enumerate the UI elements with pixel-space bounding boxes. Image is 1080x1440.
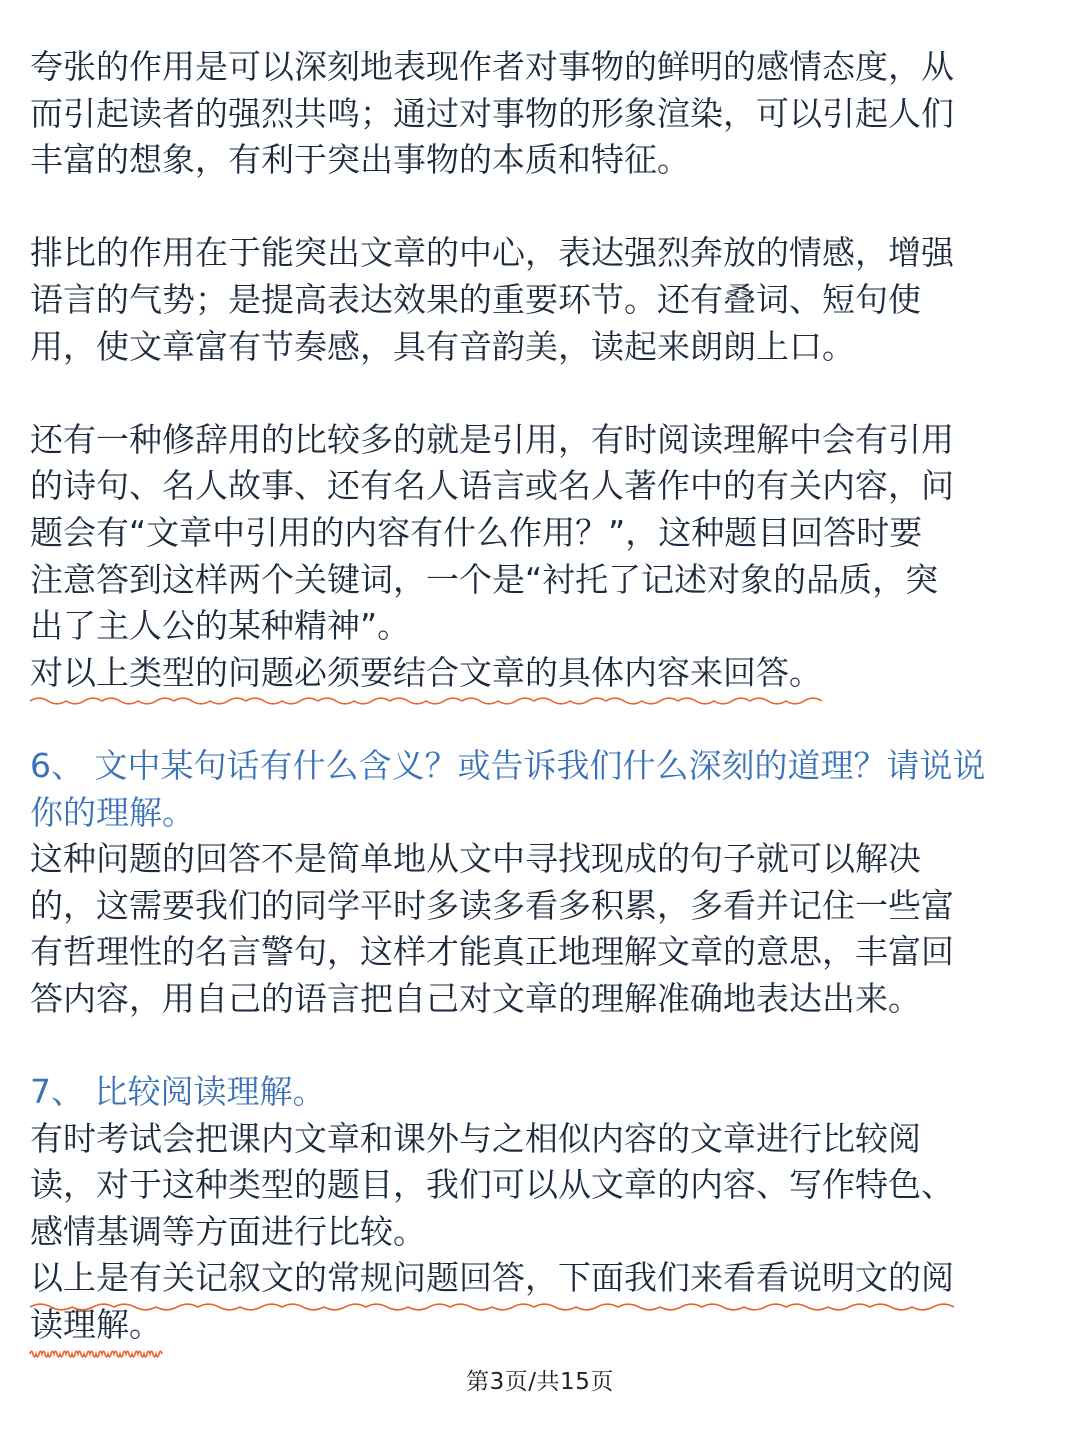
section-6 — [30, 743, 1060, 1023]
text-line: 用，使文章富有节奏感，具有音韵美，读起来朗朗上口。 — [30, 326, 855, 366]
paragraph-quotation — [30, 417, 1060, 697]
text-line: 而引起读者的强烈共鸣；通过对事物的形象渲染，可以引起人们 — [30, 93, 954, 133]
text-line: 的，这需要我们的同学平时多读多看多积累，多看并记住一些富 — [30, 885, 954, 925]
text-line: 对以上类型的问题必须要结合文章的具体内容来回答。 — [30, 652, 822, 692]
text-line: 丰富的想象，有利于突出事物的本质和特征。 — [30, 140, 690, 180]
paragraph-hyperbole — [30, 44, 1060, 184]
section-heading: 6、 文中某句话有什么含义？或告诉我们什么深刻的道理？请说说 — [30, 745, 986, 785]
text-line: 这种问题的回答不是简单地从文中寻找现成的句子就可以解决 — [30, 839, 921, 879]
wavy-underline-text — [30, 650, 822, 697]
text-line: 排比的作用在于能突出文章的中心，表达强烈奔放的情感，增强 — [30, 233, 954, 273]
text-line: 注意答到这样两个关键词，一个是“衬托了记述对象的品质，突 — [30, 559, 939, 599]
text-line: 感情基调等方面进行比较。 — [30, 1211, 426, 1251]
text-line: 读，对于这种类型的题目，我们可以从文章的内容、写作特色、 — [30, 1165, 954, 1205]
document-body — [30, 44, 1060, 1395]
text-line: 以上是有关记叙文的常规问题回答，下面我们来看看说明文的阅 — [30, 1258, 954, 1298]
wavy-underline-text — [30, 1255, 954, 1302]
paragraph-parallelism — [30, 230, 1060, 370]
text-line: 的诗句、名人故事、还有名人语言或名人著作中的有关内容，问 — [30, 466, 954, 506]
wavy-underline-text — [30, 1302, 162, 1349]
underlined-line — [30, 650, 1060, 697]
text-line: 出了主人公的某种精神”。 — [30, 606, 411, 646]
wavy-underline-icon — [30, 694, 822, 708]
text-line: 夸张的作用是可以深刻地表现作者对事物的鲜明的感情态度，从 — [30, 47, 954, 86]
text-line: 语言的气势；是提高表达效果的重要环节。还有叠词、短句使 — [30, 279, 921, 319]
section-7 — [30, 1069, 1060, 1349]
underlined-line — [30, 1255, 1060, 1302]
section-heading: 你的理解。 — [30, 792, 195, 832]
text-line: 还有一种修辞用的比较多的就是引用，有时阅读理解中会有引用 — [30, 419, 954, 459]
text-line: 有时考试会把课内文章和课外与之相似内容的文章进行比较阅 — [30, 1118, 921, 1158]
underlined-line — [30, 1302, 1060, 1349]
page-number: 第3页/共15页 — [466, 1369, 614, 1395]
section-heading: 7、 比较阅读理解。 — [30, 1072, 326, 1112]
text-line: 有哲理性的名言警句，这样才能真正地理解文章的意思，丰富回 — [30, 932, 954, 972]
text-line: 答内容，用自己的语言把自己对文章的理解准确地表达出来。 — [30, 978, 921, 1018]
text-line: 读理解。 — [30, 1305, 162, 1345]
text-line: 题会有“文章中引用的内容有什么作用？”，这种题目回答时要 — [30, 512, 923, 552]
wavy-underline-icon — [30, 1347, 162, 1361]
